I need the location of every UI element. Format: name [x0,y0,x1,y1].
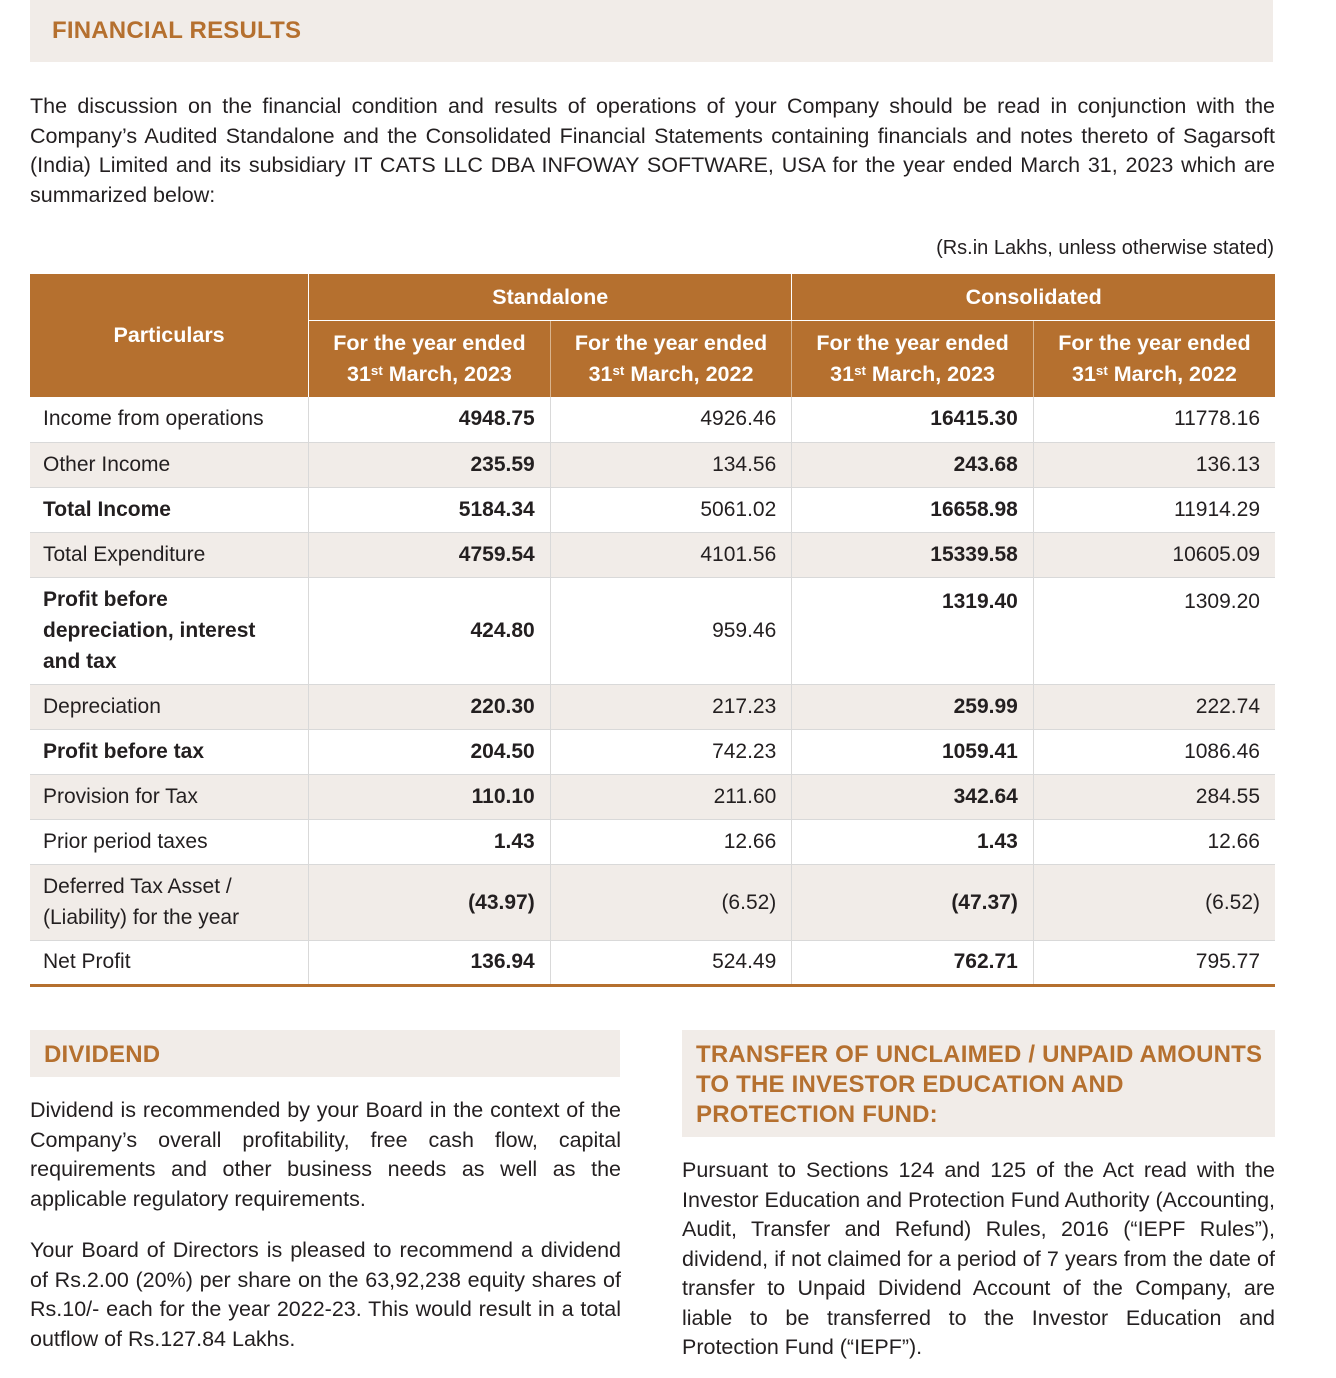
table-cell: 1086.46 [1033,729,1275,774]
table-row [30,397,1275,442]
table-cell: 217.23 [550,684,792,729]
table-cell: 4101.56 [550,532,792,577]
table-row [30,532,1275,577]
financial-results-table [30,274,1275,987]
table-cell: 134.56 [550,442,792,487]
table-cell: 16415.30 [792,397,1034,442]
row-label: Deferred Tax Asset / (Liability) for the year [30,864,309,940]
particulars-header: Particulars [30,274,309,397]
table-row [30,819,1275,864]
table-cell: 795.77 [1033,940,1275,985]
table-cell: (47.37) [792,864,1034,940]
financial-results-heading-band [30,0,1273,62]
row-label: Provision for Tax [30,774,309,819]
row-label: Total Income [30,487,309,532]
table-cell: 259.99 [792,684,1034,729]
table-row [30,940,1275,985]
table-cell: 136.94 [309,940,551,985]
table-row [30,864,1275,940]
table-cell: (6.52) [550,864,792,940]
table-cell: 11778.16 [1033,397,1275,442]
table-cell: 222.74 [1033,684,1275,729]
table-row [30,577,1275,684]
table-cell: 235.59 [309,442,551,487]
iepf-heading-band [682,1030,1275,1137]
iepf-paragraph: Pursuant to Sections 124 and 125 of the Act read with the Investor Education and Protection Fund Authority (Accounting, Audit, Transfer and Refund) Rules, 2016 (“IEPF Rules”), dividend, if not claimed for a period of 7 years from the date of transfer to Unpaid Dividend Account of the Company, are liable to be transferred to the Investor Education and Protection Fund (“IEPF”). [682,1158,1275,1359]
table-cell: (6.52) [1033,864,1275,940]
table-cell: 12.66 [1033,819,1275,864]
table-cell: 211.60 [550,774,792,819]
table-cell: 1319.40 [792,577,1034,684]
intro-paragraph: The discussion on the financial condition and results of operations of your Company should be read in conjunction with the Company’s Audited Standalone and the Consolidated Financial Statements containing financials and notes thereto of Sagarsoft (India) Limited and its subsidiary IT CATS LLC DBA INFOWAY SOFTWARE, USA for the year ended March 31, 2023 which are summarized below: [30,94,1275,207]
table-cell: 12.66 [550,819,792,864]
table-cell: 1.43 [792,819,1034,864]
table-cell: 959.46 [550,577,792,684]
financial-results-heading: FINANCIAL RESULTS [52,17,302,44]
table-cell: (43.97) [309,864,551,940]
table-cell: 4759.54 [309,532,551,577]
table-row [30,729,1275,774]
dividend-paragraph-2: Your Board of Directors is pleased to recommend a dividend of Rs.2.00 (20%) per share on the 63,92,238 equity shares of Rs.10/- each for the year 2022-23. This would result in a total outflow of Rs.127.84 Lakhs. [30,1238,621,1351]
table-cell: 15339.58 [792,532,1034,577]
table-cell: 5061.02 [550,487,792,532]
col-header-standalone-2023: For the year ended 31st March, 2023 [309,321,551,398]
table-cell: 136.13 [1033,442,1275,487]
table-cell: 4926.46 [550,397,792,442]
standalone-header: Standalone [309,274,792,321]
table-cell: 11914.29 [1033,487,1275,532]
row-label: Profit before depreciation, interest and tax [30,577,309,684]
table-cell: 10605.09 [1033,532,1275,577]
row-label: Income from operations [30,397,309,442]
iepf-heading: TRANSFER OF UNCLAIMED / UNPAID AMOUNTS TO THE INVESTOR EDUCATION AND PROTECTION FUND: [696,1041,1263,1128]
table-cell: 4948.75 [309,397,551,442]
table-row [30,684,1275,729]
row-label: Total Expenditure [30,532,309,577]
consolidated-header: Consolidated [792,274,1275,321]
table-cell: 342.64 [792,774,1034,819]
table-cell: 424.80 [309,577,551,684]
row-label: Other Income [30,442,309,487]
table-cell: 762.71 [792,940,1034,985]
dividend-heading: DIVIDEND [44,1041,161,1068]
unit-note: (Rs.in Lakhs, unless otherwise stated) [936,237,1274,259]
table-cell: 524.49 [550,940,792,985]
table-cell: 16658.98 [792,487,1034,532]
table-cell: 742.23 [550,729,792,774]
col-header-standalone-2022: For the year ended 31st March, 2022 [550,321,792,398]
dividend-paragraph-1: Dividend is recommended by your Board in the context of the Company’s overall profitability, free cash flow, capital requirements and other business needs as well as the applicable regulatory requirements. [30,1098,621,1211]
col-header-consolidated-2023: For the year ended 31st March, 2023 [792,321,1034,398]
table-row [30,774,1275,819]
row-label: Depreciation [30,684,309,729]
row-label: Prior period taxes [30,819,309,864]
table-cell: 204.50 [309,729,551,774]
table-cell: 1.43 [309,819,551,864]
table-row [30,442,1275,487]
dividend-heading-band [30,1030,620,1077]
table-cell: 243.68 [792,442,1034,487]
table-cell: 110.10 [309,774,551,819]
table-cell: 284.55 [1033,774,1275,819]
table-row [30,487,1275,532]
table-cell: 1309.20 [1033,577,1275,684]
table-cell: 5184.34 [309,487,551,532]
row-label: Profit before tax [30,729,309,774]
table-cell: 1059.41 [792,729,1034,774]
table-cell: 220.30 [309,684,551,729]
row-label: Net Profit [30,940,309,985]
col-header-consolidated-2022: For the year ended 31st March, 2022 [1033,321,1275,398]
